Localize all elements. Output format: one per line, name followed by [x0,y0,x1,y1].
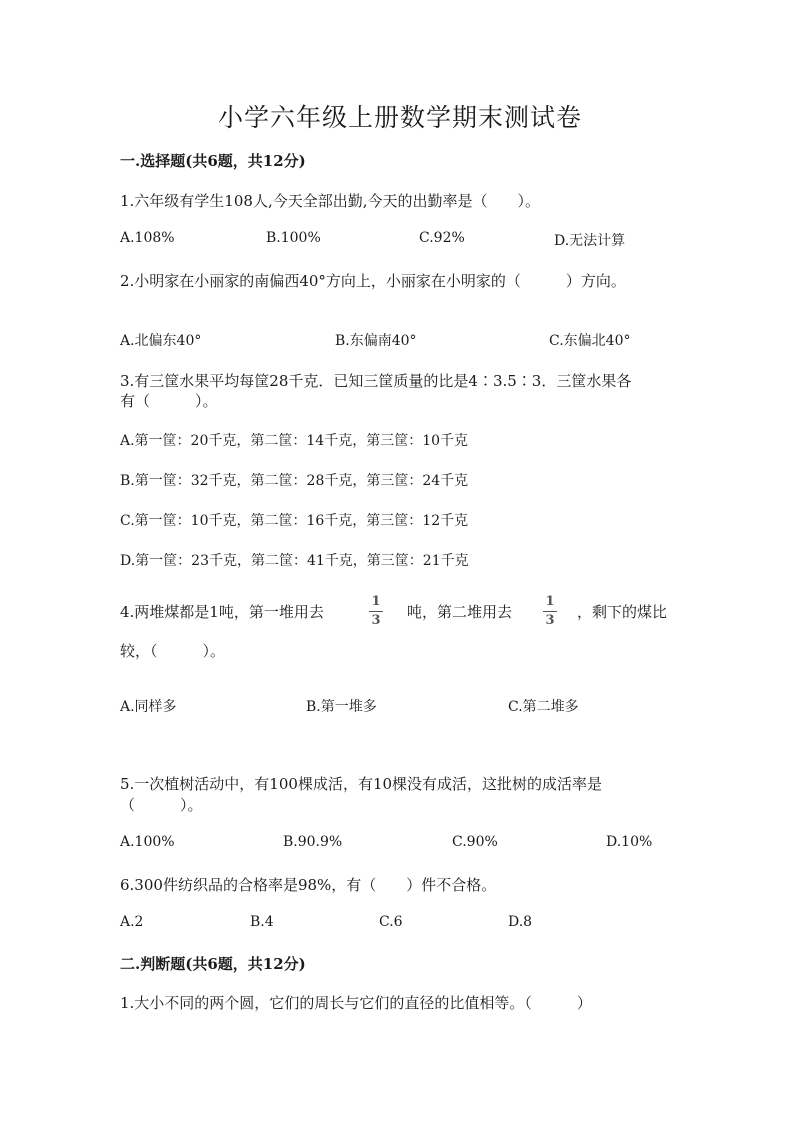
q1-option-c: C.92% [419,230,465,246]
q3-option-a: A.第一筐：20千克，第二筐：14千克，第三筐：10千克 [120,433,469,449]
q5-option-d: D.10% [606,834,653,850]
q2-option-b: B.东偏南40° [335,333,417,349]
section-heading-choice: 一.选择题(共6题，共12分) [120,152,306,170]
question-4-part-1: 4.两堆煤都是1吨，第一堆用去 [120,603,324,621]
fraction-1-bar [369,611,383,612]
question-6: 6.300件纺织品的合格率是98%，有（ ）件不合格。 [120,876,497,894]
fraction-2-denominator: 3 [545,613,555,628]
fraction-1-denominator: 3 [371,613,381,628]
q5-option-b: B.90.9% [283,834,343,850]
section-heading-judgement: 二.判断题(共6题，共12分) [120,955,306,973]
q1-option-d: D.无法计算 [554,233,626,249]
q5-option-a: A.100% [120,834,175,850]
q6-option-d: D.8 [508,914,533,930]
q6-option-b: B.4 [250,914,274,930]
fraction-one-third-1 [367,595,385,628]
question-5-line-1: 5.一次植树活动中，有100棵成活，有10棵没有成活，这批树的成活率是 [120,775,603,793]
question-3-line-2: 有（ ）。 [120,392,218,410]
q4-option-a: A.同样多 [120,699,177,715]
question-4-part-2: 吨，第二堆用去 [407,603,513,621]
judgement-1: 1.大小不同的两个圆，它们的周长与它们的直径的比值相等。（ ） [120,994,592,1012]
question-3-line-1: 3.有三筐水果平均每筐28千克．已知三筐质量的比是4∶3.5∶3．三筐水果各 [120,372,632,390]
fraction-one-third-2 [541,595,559,628]
q3-option-c: C.第一筐：10千克，第二筐：16千克，第三筐：12千克 [120,513,469,529]
fraction-2-numerator: 1 [545,594,555,609]
q1-option-a: A.108% [120,230,175,246]
page-title: 小学六年级上册数学期末测试卷 [217,103,582,132]
question-5-line-2: （ ）。 [120,796,203,814]
q3-option-d: D.第一筐：23千克，第二筐：41千克，第三筐：21千克 [120,553,469,569]
q2-option-a: A.北偏东40° [120,333,202,349]
q6-option-c: C.6 [379,914,403,930]
q4-option-b: B.第一堆多 [306,699,377,715]
fraction-1-numerator: 1 [371,594,381,609]
question-4-line-2: 较，（ ）。 [120,642,226,660]
question-4-part-3: ，剩下的煤比 [577,603,668,621]
q4-option-c: C.第二堆多 [508,699,579,715]
q2-option-c: C.东偏北40° [549,333,631,349]
question-1: 1.六年级有学生108人,今天全部出勤,今天的出勤率是（ ）。 [120,192,540,210]
q1-option-b: B.100% [266,230,321,246]
question-2: 2.小明家在小丽家的南偏西40°方向上，小丽家在小明家的（ ）方向。 [120,272,626,290]
q3-option-b: B.第一筐：32千克，第二筐：28千克，第三筐：24千克 [120,473,469,489]
q5-option-c: C.90% [452,834,498,850]
q6-option-a: A.2 [120,914,144,930]
fraction-2-bar [543,611,557,612]
